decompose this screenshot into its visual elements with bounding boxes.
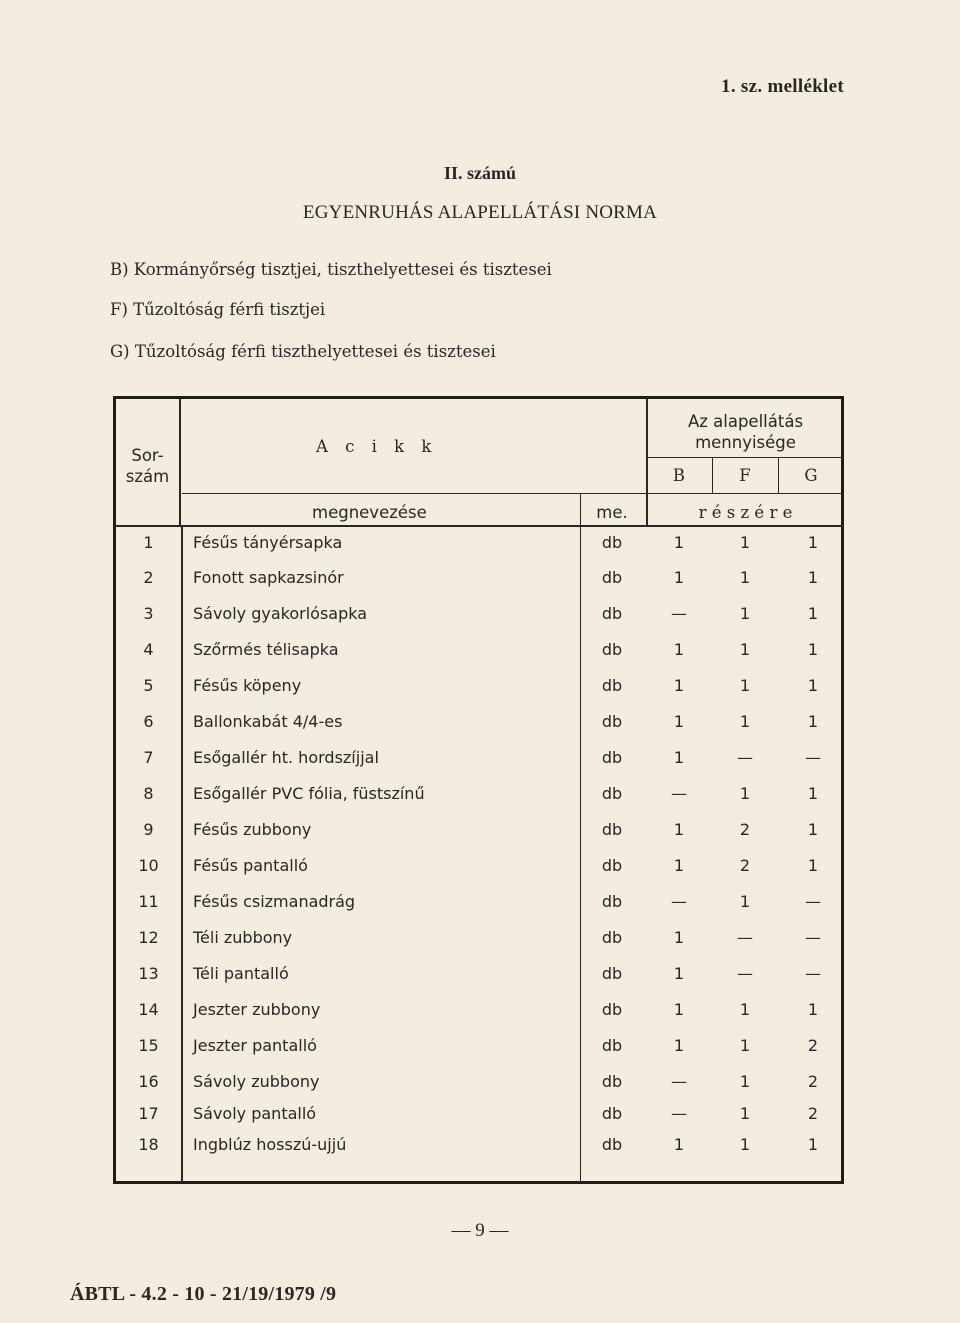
col-divider-b-f (712, 457, 713, 493)
row-number: 17 (138, 1104, 159, 1123)
quantity-b: 1 (673, 1036, 685, 1055)
row-number: 4 (143, 640, 154, 659)
row-number: 18 (138, 1135, 159, 1154)
unit-of-measure: db (601, 1072, 623, 1091)
quantity-f: 1 (739, 676, 751, 695)
quantity-f: 1 (739, 533, 751, 552)
table-row (116, 1028, 847, 1064)
item-name: Jeszter zubbony (193, 1000, 321, 1019)
quantity-b: 1 (673, 1000, 685, 1019)
unit-of-measure: db (601, 1000, 623, 1019)
quantity-f: 1 (739, 1072, 751, 1091)
table-row (116, 596, 847, 632)
item-name: Esőgallér ht. hordszíjjal (193, 748, 379, 767)
quantity-g: 1 (807, 604, 819, 623)
quantity-b: — (671, 892, 687, 911)
unit-of-measure: db (601, 676, 623, 695)
table-row (116, 1064, 847, 1100)
quantity-b: 1 (673, 640, 685, 659)
quantity-f: 1 (739, 640, 751, 659)
quantity-g: 2 (807, 1036, 819, 1055)
quantity-g: — (805, 892, 821, 911)
table-row (116, 632, 847, 668)
quantity-g: 1 (807, 640, 819, 659)
col-divider-serial-header (179, 399, 181, 527)
unit-of-measure: db (601, 820, 623, 839)
header-serial-line1: Sor- (131, 446, 164, 465)
row-number: 12 (138, 928, 159, 947)
quantity-f: — (737, 928, 753, 947)
quantity-sub-rule (646, 457, 844, 458)
table-row (116, 848, 847, 884)
quantity-b: 1 (673, 964, 685, 983)
quantity-b: 1 (673, 712, 685, 731)
quantity-f: 1 (739, 1135, 751, 1154)
unit-of-measure: db (601, 964, 623, 983)
unit-of-measure: db (601, 533, 623, 552)
item-name: Téli pantalló (193, 964, 289, 983)
page-number: — 9 — (451, 1220, 509, 1241)
norm-table (113, 396, 844, 1184)
quantity-b: 1 (673, 748, 685, 767)
header-quantity-line2: mennyisége (695, 433, 796, 452)
item-name: Sávoly gyakorlósapka (193, 604, 368, 623)
quantity-g: 1 (807, 784, 819, 803)
quantity-g: 1 (807, 856, 819, 875)
header-quantity-line1: Az alapellátás (687, 412, 804, 431)
quantity-f: 1 (739, 892, 751, 911)
table-row (116, 884, 847, 920)
table-row (116, 560, 847, 596)
quantity-b: — (671, 784, 687, 803)
quantity-f: 1 (739, 1000, 751, 1019)
scope-line-g: G) Tűzoltóság férfi tiszthelyettesei és tisztesei (110, 342, 496, 361)
quantity-f: — (737, 748, 753, 767)
row-number: 13 (138, 964, 159, 983)
unit-of-measure: db (601, 856, 623, 875)
row-number: 10 (138, 856, 159, 875)
quantity-g: 2 (807, 1104, 819, 1123)
item-name: Fésűs zubbony (193, 820, 312, 839)
quantity-f: 1 (739, 712, 751, 731)
row-number: 16 (138, 1072, 159, 1091)
quantity-f: 1 (739, 1104, 751, 1123)
header-for-whom: r é s z é r e (698, 503, 793, 522)
unit-of-measure: db (601, 928, 623, 947)
quantity-f: 1 (739, 604, 751, 623)
quantity-g: 1 (807, 820, 819, 839)
table-row (116, 740, 847, 776)
quantity-f: 1 (739, 784, 751, 803)
table-row (116, 668, 847, 704)
item-name: Ballonkabát 4/4-es (193, 712, 343, 731)
table-row (116, 525, 847, 561)
item-name: Fésűs pantalló (193, 856, 308, 875)
designation-rule (182, 493, 844, 494)
quantity-b: 1 (673, 820, 685, 839)
annex-label: 1. sz. melléklet (721, 76, 844, 97)
quantity-b: — (671, 1104, 687, 1123)
scope-line-b: B) Kormányőrség tisztjei, tiszthelyettesei és tisztesei (110, 260, 552, 279)
quantity-f: 2 (739, 856, 751, 875)
quantity-g: 2 (807, 1072, 819, 1091)
document-title: EGYENRUHÁS ALAPELLÁTÁSI NORMA (302, 202, 658, 223)
quantity-b: 1 (673, 1135, 685, 1154)
item-name: Jeszter pantalló (193, 1036, 317, 1055)
item-name: Sávoly pantalló (193, 1104, 317, 1123)
quantity-b: 1 (673, 533, 685, 552)
item-name: Esőgallér PVC fólia, füstszínű (193, 784, 425, 803)
quantity-g: 1 (807, 712, 819, 731)
item-name: Téli zubbony (193, 928, 293, 947)
table-row (116, 704, 847, 740)
header-serial (116, 445, 179, 487)
unit-of-measure: db (601, 1135, 623, 1154)
col-divider-f-g (778, 457, 779, 493)
quantity-g: — (805, 748, 821, 767)
header-article: A c i k k (316, 437, 432, 456)
header-col-f: F (739, 466, 751, 485)
unit-of-measure: db (601, 892, 623, 911)
row-number: 11 (138, 892, 159, 911)
row-number: 5 (143, 676, 154, 695)
quantity-g: 1 (807, 676, 819, 695)
quantity-b: 1 (673, 676, 685, 695)
quantity-g: 1 (807, 533, 819, 552)
row-number: 6 (143, 712, 154, 731)
item-name: Sávoly zubbony (193, 1072, 320, 1091)
quantity-f: — (737, 964, 753, 983)
item-name: Fonott sapkazsinór (193, 568, 344, 587)
row-number: 8 (143, 784, 154, 803)
quantity-g: 1 (807, 1000, 819, 1019)
header-designation: megnevezése (312, 503, 427, 522)
unit-of-measure: db (601, 784, 623, 803)
table-row (116, 1127, 847, 1163)
quantity-b: — (671, 604, 687, 623)
table-row (116, 920, 847, 956)
header-col-b: B (672, 466, 686, 485)
quantity-b: 1 (673, 928, 685, 947)
header-col-g: G (804, 466, 818, 485)
item-name: Fésűs köpeny (193, 676, 302, 695)
unit-of-measure: db (601, 712, 623, 731)
quantity-f: 1 (739, 1036, 751, 1055)
row-number: 2 (143, 568, 154, 587)
item-name: Fésűs csizmanadrág (193, 892, 356, 911)
row-number: 15 (138, 1036, 159, 1055)
quantity-b: 1 (673, 568, 685, 587)
table-row (116, 956, 847, 992)
header-unit: me. (596, 503, 628, 522)
quantity-f: 2 (739, 820, 751, 839)
document-number: II. számú (443, 163, 516, 183)
unit-of-measure: db (601, 568, 623, 587)
row-number: 9 (143, 820, 154, 839)
unit-of-measure: db (601, 640, 623, 659)
quantity-g: — (805, 928, 821, 947)
table-row (116, 992, 847, 1028)
quantity-f: 1 (739, 568, 751, 587)
quantity-g: — (805, 964, 821, 983)
row-number: 1 (143, 533, 154, 552)
quantity-g: 1 (807, 568, 819, 587)
row-number: 3 (143, 604, 154, 623)
unit-of-measure: db (601, 604, 623, 623)
archive-reference: ÁBTL - 4.2 - 10 - 21/19/1979 /9 (70, 1283, 337, 1305)
quantity-b: — (671, 1072, 687, 1091)
header-serial-line2: szám (125, 467, 170, 486)
scope-line-f: F) Tűzoltóság férfi tisztjei (110, 300, 326, 319)
item-name: Ingblúz hosszú-ujjú (193, 1135, 347, 1154)
table-row (116, 776, 847, 812)
quantity-b: 1 (673, 856, 685, 875)
header-quantity (647, 411, 844, 453)
row-number: 14 (138, 1000, 159, 1019)
table-row (116, 812, 847, 848)
quantity-g: 1 (807, 1135, 819, 1154)
row-number: 7 (143, 748, 154, 767)
item-name: Szőrmés télisapka (193, 640, 339, 659)
unit-of-measure: db (601, 748, 623, 767)
unit-of-measure: db (601, 1104, 623, 1123)
item-name: Fésűs tányérsapka (193, 533, 343, 552)
unit-of-measure: db (601, 1036, 623, 1055)
